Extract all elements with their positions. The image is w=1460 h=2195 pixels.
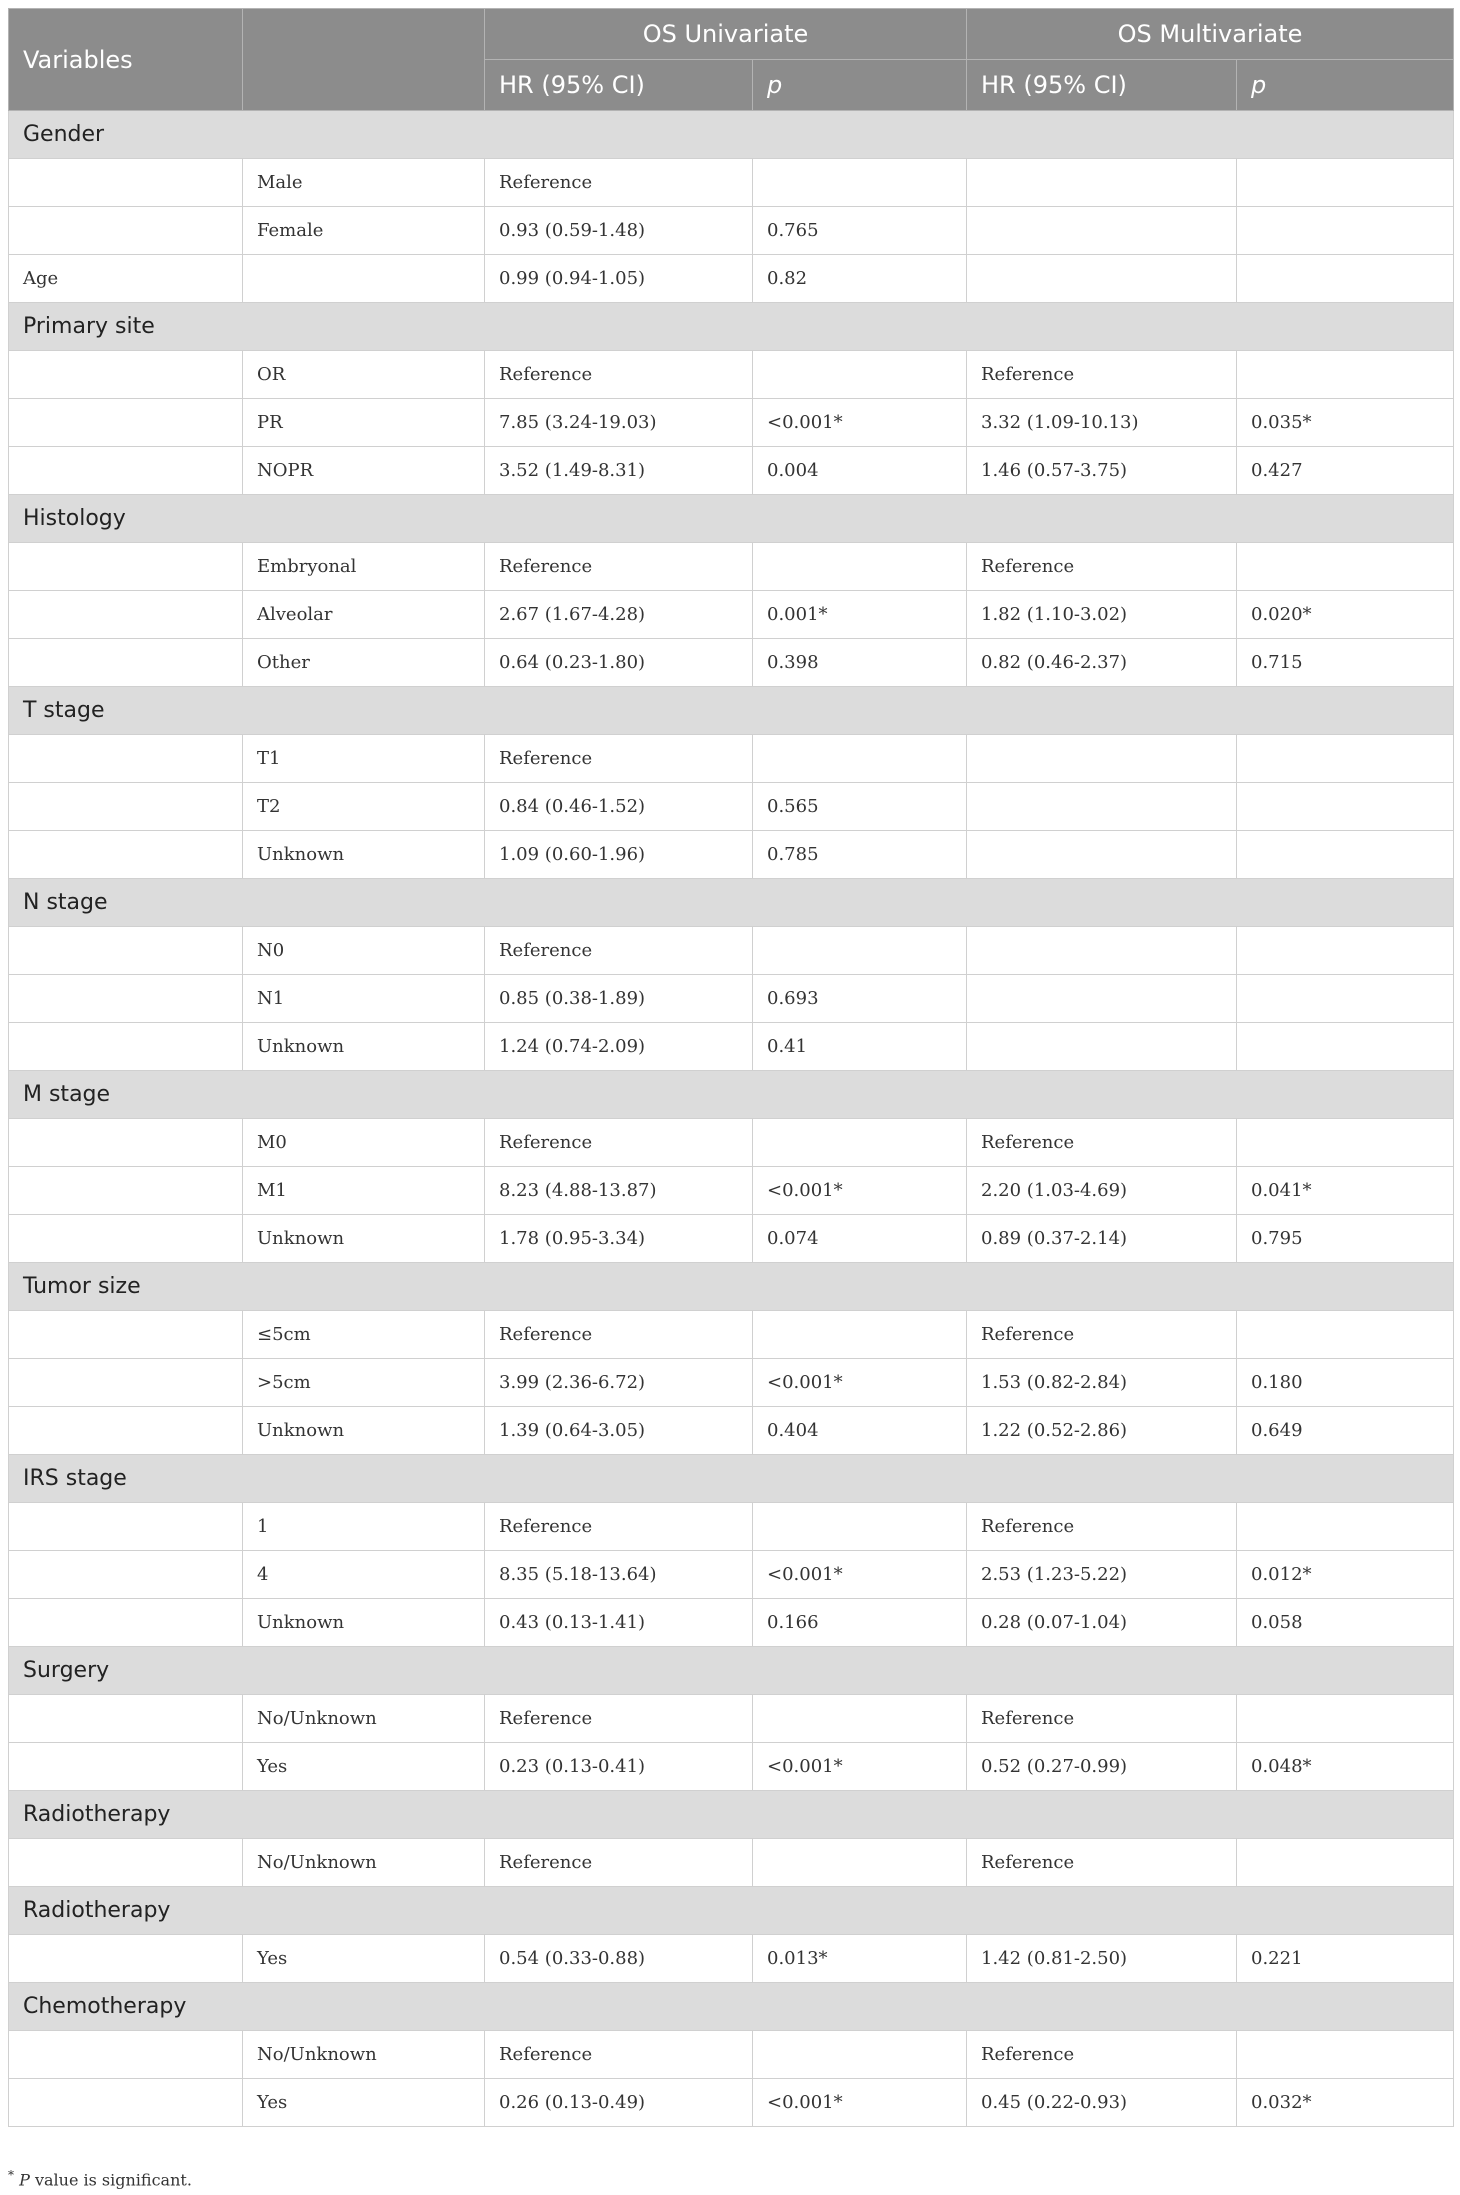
cell-univariate-p xyxy=(753,351,967,399)
cell-univariate-hr: 1.09 (0.60-1.96) xyxy=(485,831,753,879)
table-row xyxy=(9,1119,1454,1167)
cell-multivariate-p: 0.221 xyxy=(1237,1935,1454,1983)
cell-univariate-hr: 3.99 (2.36-6.72) xyxy=(485,1359,753,1407)
cell-variable xyxy=(9,1359,243,1407)
cell-univariate-p xyxy=(753,1503,967,1551)
table-row xyxy=(9,1839,1454,1887)
cell-multivariate-hr: Reference xyxy=(967,543,1237,591)
cell-multivariate-hr xyxy=(967,1023,1237,1071)
cell-level: No/Unknown xyxy=(243,2031,485,2079)
cell-multivariate-hr: 0.89 (0.37-2.14) xyxy=(967,1215,1237,1263)
footnote-p-word: P xyxy=(19,2170,30,2190)
cell-multivariate-hr: Reference xyxy=(967,1311,1237,1359)
cell-multivariate-hr: 0.82 (0.46-2.37) xyxy=(967,639,1237,687)
cell-multivariate-hr: Reference xyxy=(967,2031,1237,2079)
table-row xyxy=(9,639,1454,687)
cell-univariate-hr: 1.78 (0.95-3.34) xyxy=(485,1215,753,1263)
cell-univariate-hr: 3.52 (1.49-8.31) xyxy=(485,447,753,495)
header-variables: Variables xyxy=(9,9,243,111)
cell-univariate-p: 0.074 xyxy=(753,1215,967,1263)
cell-univariate-p: 0.404 xyxy=(753,1407,967,1455)
cell-multivariate-hr: 1.22 (0.52-2.86) xyxy=(967,1407,1237,1455)
cell-univariate-p xyxy=(753,1695,967,1743)
cell-variable xyxy=(9,2079,243,2127)
cell-multivariate-p xyxy=(1237,1023,1454,1071)
cell-level: OR xyxy=(243,351,485,399)
header-os-univariate: OS Univariate xyxy=(485,9,967,60)
cell-multivariate-p xyxy=(1237,783,1454,831)
header-multivariate-p: p xyxy=(1237,60,1454,111)
cell-variable xyxy=(9,1215,243,1263)
cell-univariate-hr: Reference xyxy=(485,735,753,783)
cell-level: Unknown xyxy=(243,1407,485,1455)
table-row xyxy=(9,1599,1454,1647)
table-row xyxy=(9,1551,1454,1599)
table-body xyxy=(9,111,1454,2127)
cell-variable xyxy=(9,1167,243,1215)
table-container xyxy=(8,8,1453,2127)
cell-variable xyxy=(9,831,243,879)
cell-multivariate-hr: Reference xyxy=(967,1839,1237,1887)
cell-univariate-hr: 0.26 (0.13-0.49) xyxy=(485,2079,753,2127)
group-label: Histology xyxy=(9,495,1454,543)
cell-multivariate-p: 0.041* xyxy=(1237,1167,1454,1215)
cell-level: No/Unknown xyxy=(243,1695,485,1743)
group-row xyxy=(9,1455,1454,1503)
cell-multivariate-hr xyxy=(967,255,1237,303)
cell-variable xyxy=(9,735,243,783)
group-label: Gender xyxy=(9,111,1454,159)
cell-multivariate-p xyxy=(1237,2031,1454,2079)
group-label: Radiotherapy xyxy=(9,1791,1454,1839)
table-row xyxy=(9,1695,1454,1743)
table-row xyxy=(9,735,1454,783)
group-row xyxy=(9,879,1454,927)
cell-level: M1 xyxy=(243,1167,485,1215)
cell-multivariate-p: 0.048* xyxy=(1237,1743,1454,1791)
cell-level: M0 xyxy=(243,1119,485,1167)
header-univariate-hr: HR (95% CI) xyxy=(485,60,753,111)
group-row xyxy=(9,1887,1454,1935)
table-row xyxy=(9,927,1454,975)
cell-multivariate-p xyxy=(1237,1119,1454,1167)
cell-univariate-p: 0.565 xyxy=(753,783,967,831)
cell-level: No/Unknown xyxy=(243,1839,485,1887)
cell-multivariate-p: 0.649 xyxy=(1237,1407,1454,1455)
cell-multivariate-p: 0.715 xyxy=(1237,639,1454,687)
table-row xyxy=(9,1503,1454,1551)
cell-variable xyxy=(9,1551,243,1599)
cell-univariate-p: 0.82 xyxy=(753,255,967,303)
cell-multivariate-p xyxy=(1237,1503,1454,1551)
cell-multivariate-p xyxy=(1237,975,1454,1023)
table-row xyxy=(9,543,1454,591)
cell-multivariate-p: 0.427 xyxy=(1237,447,1454,495)
footnote xyxy=(8,2168,192,2189)
cell-univariate-p: <0.001* xyxy=(753,1359,967,1407)
cell-univariate-p xyxy=(753,159,967,207)
cell-multivariate-p: 0.020* xyxy=(1237,591,1454,639)
cell-variable xyxy=(9,927,243,975)
cell-univariate-p xyxy=(753,1119,967,1167)
header-level xyxy=(243,9,485,111)
cell-univariate-hr: 8.35 (5.18-13.64) xyxy=(485,1551,753,1599)
group-row xyxy=(9,1791,1454,1839)
cell-multivariate-hr xyxy=(967,783,1237,831)
cell-multivariate-hr xyxy=(967,159,1237,207)
cell-variable xyxy=(9,783,243,831)
cell-multivariate-p xyxy=(1237,351,1454,399)
cell-univariate-hr: 2.67 (1.67-4.28) xyxy=(485,591,753,639)
cell-univariate-hr: Reference xyxy=(485,2031,753,2079)
cell-multivariate-hr: 0.45 (0.22-0.93) xyxy=(967,2079,1237,2127)
cell-univariate-hr: 0.23 (0.13-0.41) xyxy=(485,1743,753,1791)
cell-univariate-hr: 0.54 (0.33-0.88) xyxy=(485,1935,753,1983)
cell-univariate-hr: Reference xyxy=(485,1839,753,1887)
cell-level: Yes xyxy=(243,1935,485,1983)
cell-multivariate-p xyxy=(1237,207,1454,255)
table-row xyxy=(9,1311,1454,1359)
header-multivariate-hr: HR (95% CI) xyxy=(967,60,1237,111)
cell-univariate-hr: 1.39 (0.64-3.05) xyxy=(485,1407,753,1455)
table-row xyxy=(9,831,1454,879)
cell-level: ≤5cm xyxy=(243,1311,485,1359)
cell-level: Unknown xyxy=(243,1599,485,1647)
cell-univariate-p: 0.785 xyxy=(753,831,967,879)
cell-univariate-hr: 0.93 (0.59-1.48) xyxy=(485,207,753,255)
cell-multivariate-hr xyxy=(967,927,1237,975)
group-row xyxy=(9,1263,1454,1311)
cell-univariate-hr: Reference xyxy=(485,927,753,975)
cell-level: Embryonal xyxy=(243,543,485,591)
cell-level: Unknown xyxy=(243,831,485,879)
cell-variable xyxy=(9,447,243,495)
cell-variable xyxy=(9,1599,243,1647)
cell-univariate-hr: Reference xyxy=(485,1311,753,1359)
table-row xyxy=(9,783,1454,831)
cell-variable xyxy=(9,1407,243,1455)
cell-univariate-p: 0.398 xyxy=(753,639,967,687)
cell-multivariate-p xyxy=(1237,543,1454,591)
cell-univariate-p xyxy=(753,1311,967,1359)
cell-variable xyxy=(9,399,243,447)
cell-level: Unknown xyxy=(243,1215,485,1263)
cell-multivariate-p: 0.032* xyxy=(1237,2079,1454,2127)
cell-multivariate-hr: Reference xyxy=(967,1695,1237,1743)
cell-multivariate-p: 0.058 xyxy=(1237,1599,1454,1647)
cell-variable: Age xyxy=(9,255,243,303)
cell-univariate-hr: 0.99 (0.94-1.05) xyxy=(485,255,753,303)
cell-multivariate-p xyxy=(1237,1311,1454,1359)
cell-level: NOPR xyxy=(243,447,485,495)
header-os-multivariate: OS Multivariate xyxy=(967,9,1454,60)
cell-multivariate-hr xyxy=(967,735,1237,783)
cell-variable xyxy=(9,1023,243,1071)
cell-univariate-p: <0.001* xyxy=(753,1167,967,1215)
cell-variable xyxy=(9,207,243,255)
group-row xyxy=(9,1071,1454,1119)
cell-univariate-p xyxy=(753,543,967,591)
table-row xyxy=(9,2079,1454,2127)
cell-level: 4 xyxy=(243,1551,485,1599)
cell-variable xyxy=(9,351,243,399)
table-row xyxy=(9,351,1454,399)
cell-univariate-p: 0.004 xyxy=(753,447,967,495)
table-row xyxy=(9,399,1454,447)
cell-univariate-p xyxy=(753,2031,967,2079)
cell-variable xyxy=(9,1695,243,1743)
cell-multivariate-hr: 1.53 (0.82-2.84) xyxy=(967,1359,1237,1407)
table-row xyxy=(9,1935,1454,1983)
group-row xyxy=(9,303,1454,351)
cell-level: 1 xyxy=(243,1503,485,1551)
cell-univariate-hr: 7.85 (3.24-19.03) xyxy=(485,399,753,447)
cell-variable xyxy=(9,1935,243,1983)
cell-multivariate-hr xyxy=(967,831,1237,879)
table-row xyxy=(9,447,1454,495)
cell-variable xyxy=(9,159,243,207)
group-label: M stage xyxy=(9,1071,1454,1119)
cell-variable xyxy=(9,1119,243,1167)
cell-level xyxy=(243,255,485,303)
table-row xyxy=(9,1743,1454,1791)
cell-multivariate-p xyxy=(1237,255,1454,303)
cell-multivariate-hr: Reference xyxy=(967,1503,1237,1551)
table-row xyxy=(9,1215,1454,1263)
cell-level: Yes xyxy=(243,1743,485,1791)
group-row xyxy=(9,1647,1454,1695)
cell-univariate-hr: Reference xyxy=(485,159,753,207)
cell-univariate-hr: Reference xyxy=(485,543,753,591)
cell-variable xyxy=(9,639,243,687)
cell-level: N1 xyxy=(243,975,485,1023)
cell-univariate-p xyxy=(753,735,967,783)
cell-level: N0 xyxy=(243,927,485,975)
cell-univariate-p: <0.001* xyxy=(753,1551,967,1599)
cell-level: T2 xyxy=(243,783,485,831)
cell-univariate-p: 0.41 xyxy=(753,1023,967,1071)
cell-multivariate-hr: Reference xyxy=(967,1119,1237,1167)
cell-multivariate-hr: 3.32 (1.09-10.13) xyxy=(967,399,1237,447)
table-row xyxy=(9,2031,1454,2079)
cell-variable xyxy=(9,543,243,591)
cell-variable xyxy=(9,1503,243,1551)
cell-univariate-p: 0.013* xyxy=(753,1935,967,1983)
footnote-symbol: * xyxy=(8,2168,14,2182)
cell-level: Female xyxy=(243,207,485,255)
table-row xyxy=(9,1359,1454,1407)
group-label: Primary site xyxy=(9,303,1454,351)
cell-level: T1 xyxy=(243,735,485,783)
cell-multivariate-p: 0.012* xyxy=(1237,1551,1454,1599)
cell-level: >5cm xyxy=(243,1359,485,1407)
cell-level: Unknown xyxy=(243,1023,485,1071)
cell-univariate-hr: 8.23 (4.88-13.87) xyxy=(485,1167,753,1215)
cell-multivariate-p xyxy=(1237,1839,1454,1887)
group-label: Chemotherapy xyxy=(9,1983,1454,2031)
cell-multivariate-hr: 0.28 (0.07-1.04) xyxy=(967,1599,1237,1647)
cell-level: Other xyxy=(243,639,485,687)
cell-multivariate-p xyxy=(1237,1695,1454,1743)
table-row xyxy=(9,591,1454,639)
cell-univariate-p xyxy=(753,927,967,975)
cell-multivariate-hr xyxy=(967,207,1237,255)
cell-multivariate-p: 0.035* xyxy=(1237,399,1454,447)
cell-univariate-p: <0.001* xyxy=(753,2079,967,2127)
group-label: T stage xyxy=(9,687,1454,735)
group-label: IRS stage xyxy=(9,1455,1454,1503)
cell-multivariate-p xyxy=(1237,159,1454,207)
table-row xyxy=(9,255,1454,303)
header-univariate-p: p xyxy=(753,60,967,111)
cox-regression-table xyxy=(8,8,1454,2127)
cell-variable xyxy=(9,1311,243,1359)
cell-univariate-hr: Reference xyxy=(485,1695,753,1743)
cell-variable xyxy=(9,591,243,639)
cell-univariate-hr: 0.84 (0.46-1.52) xyxy=(485,783,753,831)
group-label: Radiotherapy xyxy=(9,1887,1454,1935)
cell-variable xyxy=(9,975,243,1023)
cell-multivariate-hr: 1.42 (0.81-2.50) xyxy=(967,1935,1237,1983)
cell-level: Alveolar xyxy=(243,591,485,639)
table-row xyxy=(9,1167,1454,1215)
table-row xyxy=(9,1023,1454,1071)
cell-univariate-hr: 1.24 (0.74-2.09) xyxy=(485,1023,753,1071)
cell-univariate-hr: 0.43 (0.13-1.41) xyxy=(485,1599,753,1647)
cell-variable xyxy=(9,1743,243,1791)
cell-level: Male xyxy=(243,159,485,207)
table-row xyxy=(9,975,1454,1023)
cell-level: Yes xyxy=(243,2079,485,2127)
cell-univariate-p: 0.693 xyxy=(753,975,967,1023)
cell-multivariate-p xyxy=(1237,735,1454,783)
table-row xyxy=(9,159,1454,207)
cell-variable xyxy=(9,2031,243,2079)
cell-multivariate-hr: 1.82 (1.10-3.02) xyxy=(967,591,1237,639)
table-row xyxy=(9,1407,1454,1455)
group-row xyxy=(9,687,1454,735)
cell-univariate-p: 0.166 xyxy=(753,1599,967,1647)
cell-multivariate-hr: 1.46 (0.57-3.75) xyxy=(967,447,1237,495)
group-row xyxy=(9,1983,1454,2031)
cell-univariate-hr: 0.85 (0.38-1.89) xyxy=(485,975,753,1023)
table-row xyxy=(9,207,1454,255)
cell-multivariate-hr: Reference xyxy=(967,351,1237,399)
cell-univariate-hr: Reference xyxy=(485,1119,753,1167)
cell-variable xyxy=(9,1839,243,1887)
cell-univariate-hr: Reference xyxy=(485,351,753,399)
cell-multivariate-p: 0.180 xyxy=(1237,1359,1454,1407)
group-label: N stage xyxy=(9,879,1454,927)
cell-univariate-p xyxy=(753,1839,967,1887)
cell-univariate-hr: Reference xyxy=(485,1503,753,1551)
cell-multivariate-p: 0.795 xyxy=(1237,1215,1454,1263)
cell-univariate-hr: 0.64 (0.23-1.80) xyxy=(485,639,753,687)
cell-univariate-p: 0.001* xyxy=(753,591,967,639)
cell-multivariate-hr: 2.20 (1.03-4.69) xyxy=(967,1167,1237,1215)
cell-multivariate-hr: 0.52 (0.27-0.99) xyxy=(967,1743,1237,1791)
cell-multivariate-p xyxy=(1237,831,1454,879)
group-row xyxy=(9,495,1454,543)
group-row xyxy=(9,111,1454,159)
cell-univariate-p: <0.001* xyxy=(753,399,967,447)
cell-multivariate-hr: 2.53 (1.23-5.22) xyxy=(967,1551,1237,1599)
cell-multivariate-p xyxy=(1237,927,1454,975)
group-label: Tumor size xyxy=(9,1263,1454,1311)
footnote-text: value is significant. xyxy=(29,2170,192,2190)
cell-univariate-p: 0.765 xyxy=(753,207,967,255)
group-label: Surgery xyxy=(9,1647,1454,1695)
cell-multivariate-hr xyxy=(967,975,1237,1023)
cell-level: PR xyxy=(243,399,485,447)
cell-univariate-p: <0.001* xyxy=(753,1743,967,1791)
